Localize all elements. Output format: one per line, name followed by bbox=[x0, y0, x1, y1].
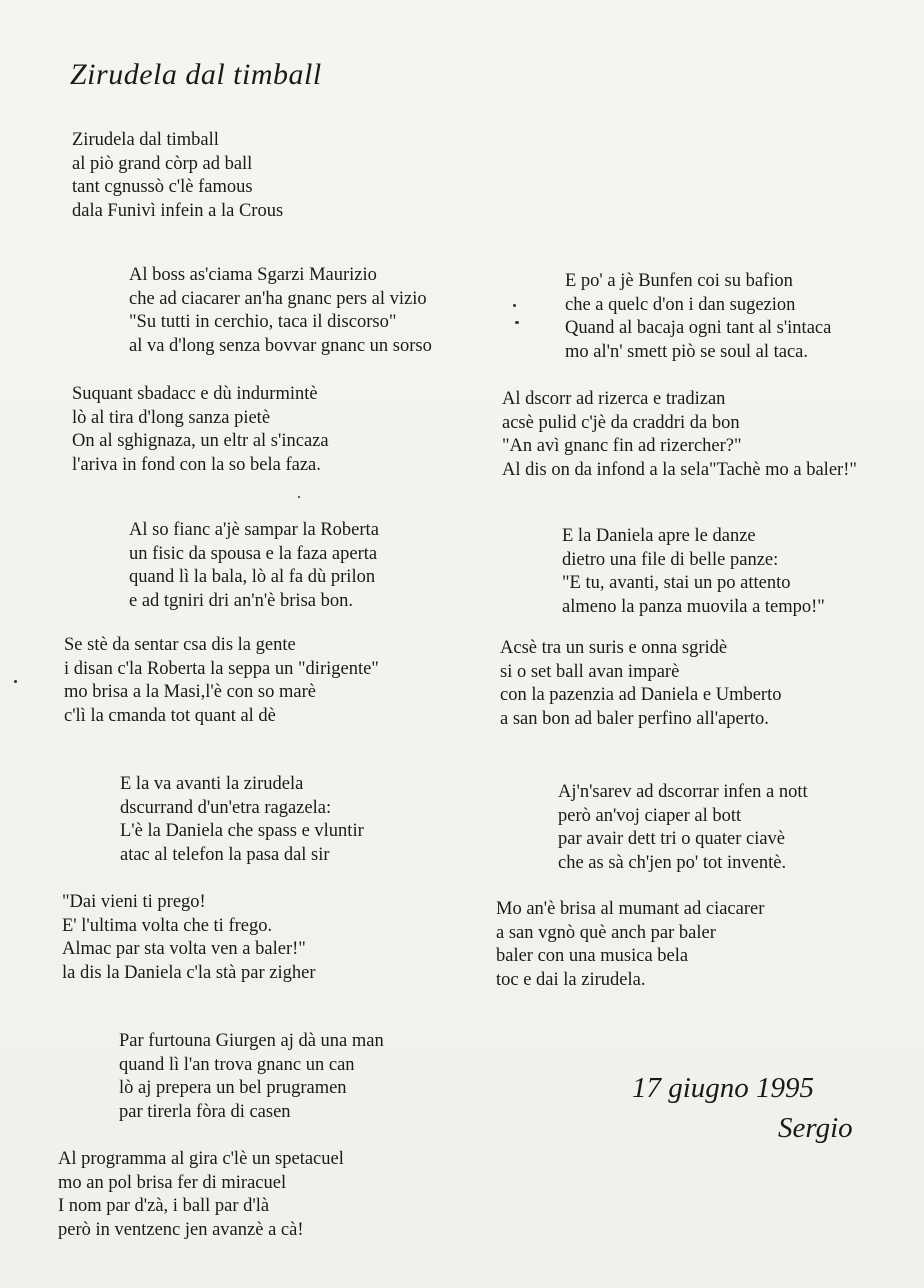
poem-line: almeno la panza muovila a tempo!" bbox=[562, 597, 825, 618]
scan-speck bbox=[298, 496, 300, 498]
author-signature: Sergio bbox=[778, 1112, 853, 1144]
stanza-10 bbox=[565, 270, 831, 365]
poem-line: però in ventzenc jen avanzè a cà! bbox=[58, 1220, 304, 1241]
poem-line: On al sghignaza, un eltr al s'incaza bbox=[72, 431, 329, 452]
poem-line: e ad tgniri dri an'n'è brisa bon. bbox=[129, 591, 353, 612]
stanza-6 bbox=[120, 773, 364, 868]
poem-line: però an'voj ciaper al bott bbox=[558, 805, 742, 826]
poem-line: Quand al bacaja ogni tant al s'intaca bbox=[565, 318, 832, 339]
stanza-15 bbox=[496, 898, 764, 993]
poem-line: che a quelc d'on i dan sugezion bbox=[565, 294, 796, 315]
poem-line: Se stè da sentar csa dis la gente bbox=[64, 635, 296, 655]
stanza-8 bbox=[119, 1030, 384, 1125]
poem-line: dietro una file di belle panze: bbox=[562, 549, 779, 570]
poem-line: che as sà ch'jen po' tot inventè. bbox=[558, 853, 787, 874]
stanza-7 bbox=[62, 891, 315, 986]
stanza-13 bbox=[500, 637, 781, 732]
poem-line: tant cgnussò c'lè famous bbox=[72, 177, 253, 198]
stanza-5 bbox=[64, 634, 379, 729]
poem-line: c'lì la cmanda tot quant al dè bbox=[64, 706, 276, 727]
poem-line: E po' a jè Bunfen coi su bafion bbox=[565, 271, 793, 291]
poem-line: lò al tira d'long sanza pietè bbox=[72, 407, 271, 428]
poem-line: Par furtouna Giurgen aj dà una man bbox=[119, 1031, 384, 1051]
poem-line: i disan c'la Roberta la seppa un "dirigente" bbox=[64, 658, 379, 679]
poem-line: la dis la Daniela c'la stà par zigher bbox=[62, 963, 316, 984]
poem-line: un fisic da spousa e la faza aperta bbox=[129, 543, 378, 564]
poem-date: 17 giugno 1995 bbox=[632, 1072, 815, 1104]
poem-title: Zirudela dal timball bbox=[70, 58, 322, 91]
scan-speck bbox=[515, 321, 519, 324]
scan-speck bbox=[513, 304, 516, 307]
poem-line: E' l'ultima volta che ti frego. bbox=[62, 915, 273, 936]
poem-line: Suquant sbadacc e dù indurmintè bbox=[72, 384, 318, 404]
poem-line: "E tu, avanti, stai un po attento bbox=[562, 573, 791, 594]
poem-line: acsè pulid c'jè da craddri da bon bbox=[502, 412, 740, 433]
poem-line: Mo an'è brisa al mumant ad ciacarer bbox=[496, 899, 765, 919]
poem-line: mo al'n' smett piò se soul al taca. bbox=[565, 342, 809, 363]
poem-line: mo brisa a la Masi,l'è con so marè bbox=[64, 682, 316, 703]
poem-line: con la pazenzia ad Daniela e Umberto bbox=[500, 685, 782, 706]
stanza-4 bbox=[129, 519, 379, 614]
poem-line: dscurrand d'un'etra ragazela: bbox=[120, 797, 332, 818]
poem-line: I nom par d'zà, i ball par d'là bbox=[58, 1196, 270, 1217]
poem-line: E la Daniela apre le danze bbox=[562, 526, 756, 546]
poem-line: Al programma al gira c'lè un spetacuel bbox=[58, 1149, 344, 1169]
poem-line: che ad ciacarer an'ha gnanc pers al vizio bbox=[129, 288, 427, 309]
poem-line: al va d'long senza bovvar gnanc un sorso bbox=[129, 336, 432, 357]
stanza-3 bbox=[72, 383, 329, 478]
poem-line: Al boss as'ciama Sgarzi Maurizio bbox=[129, 265, 377, 285]
poem-line: al piò grand còrp ad ball bbox=[72, 153, 253, 174]
stanza-11 bbox=[502, 388, 857, 483]
poem-line: quand lì la bala, lò al fa dù prilon bbox=[129, 567, 376, 588]
poem-line: Almac par sta volta ven a baler!" bbox=[62, 939, 306, 960]
poem-line: si o set ball avan imparè bbox=[500, 661, 680, 682]
stanza-1 bbox=[72, 129, 283, 224]
stanza-14 bbox=[558, 781, 808, 876]
poem-line: Al dis on da infond a la sela"Tachè mo a baler!" bbox=[502, 460, 857, 481]
poem-line: par avair dett tri o quater ciavè bbox=[558, 829, 786, 850]
poem-line: Acsè tra un suris e onna sgridè bbox=[500, 638, 728, 658]
poem-line: "Su tutti in cerchio, taca il discorso" bbox=[129, 312, 397, 333]
poem-line: "An avì gnanc fin ad rizercher?" bbox=[502, 436, 742, 457]
poem-line: par tirerla fòra di casen bbox=[119, 1102, 291, 1123]
poem-line: a san vgnò què anch par baler bbox=[496, 922, 716, 943]
poem-line: l'ariva in fond con la so bela faza. bbox=[72, 455, 321, 476]
poem-line: mo an pol brisa fer di miracuel bbox=[58, 1172, 287, 1193]
scan-speck bbox=[14, 680, 17, 683]
poem-line: L'è la Daniela che spass e vluntir bbox=[120, 821, 364, 842]
poem-line: baler con una musica bela bbox=[496, 946, 689, 967]
poem-line: Al dscorr ad rizerca e tradizan bbox=[502, 389, 726, 409]
poem-line: Zirudela dal timball bbox=[72, 130, 219, 150]
poem-line: E la va avanti la zirudela bbox=[120, 774, 304, 794]
stanza-9 bbox=[58, 1148, 344, 1243]
poem-line: toc e dai la zirudela. bbox=[496, 970, 646, 991]
poem-line: lò aj prepera un bel prugramen bbox=[119, 1078, 347, 1099]
poem-line: Aj'n'sarev ad dscorrar infen a nott bbox=[558, 782, 808, 802]
stanza-12 bbox=[562, 525, 825, 620]
poem-line: "Dai vieni ti prego! bbox=[62, 892, 206, 912]
poem-line: a san bon ad baler perfino all'aperto. bbox=[500, 709, 769, 730]
stanza-2 bbox=[129, 264, 432, 359]
poem-line: quand lì l'an trova gnanc un can bbox=[119, 1054, 355, 1075]
poem-line: atac al telefon la pasa dal sir bbox=[120, 845, 330, 866]
poem-line: Al so fianc a'jè sampar la Roberta bbox=[129, 520, 379, 540]
poem-line: dala Funivì infein a la Crous bbox=[72, 201, 284, 222]
